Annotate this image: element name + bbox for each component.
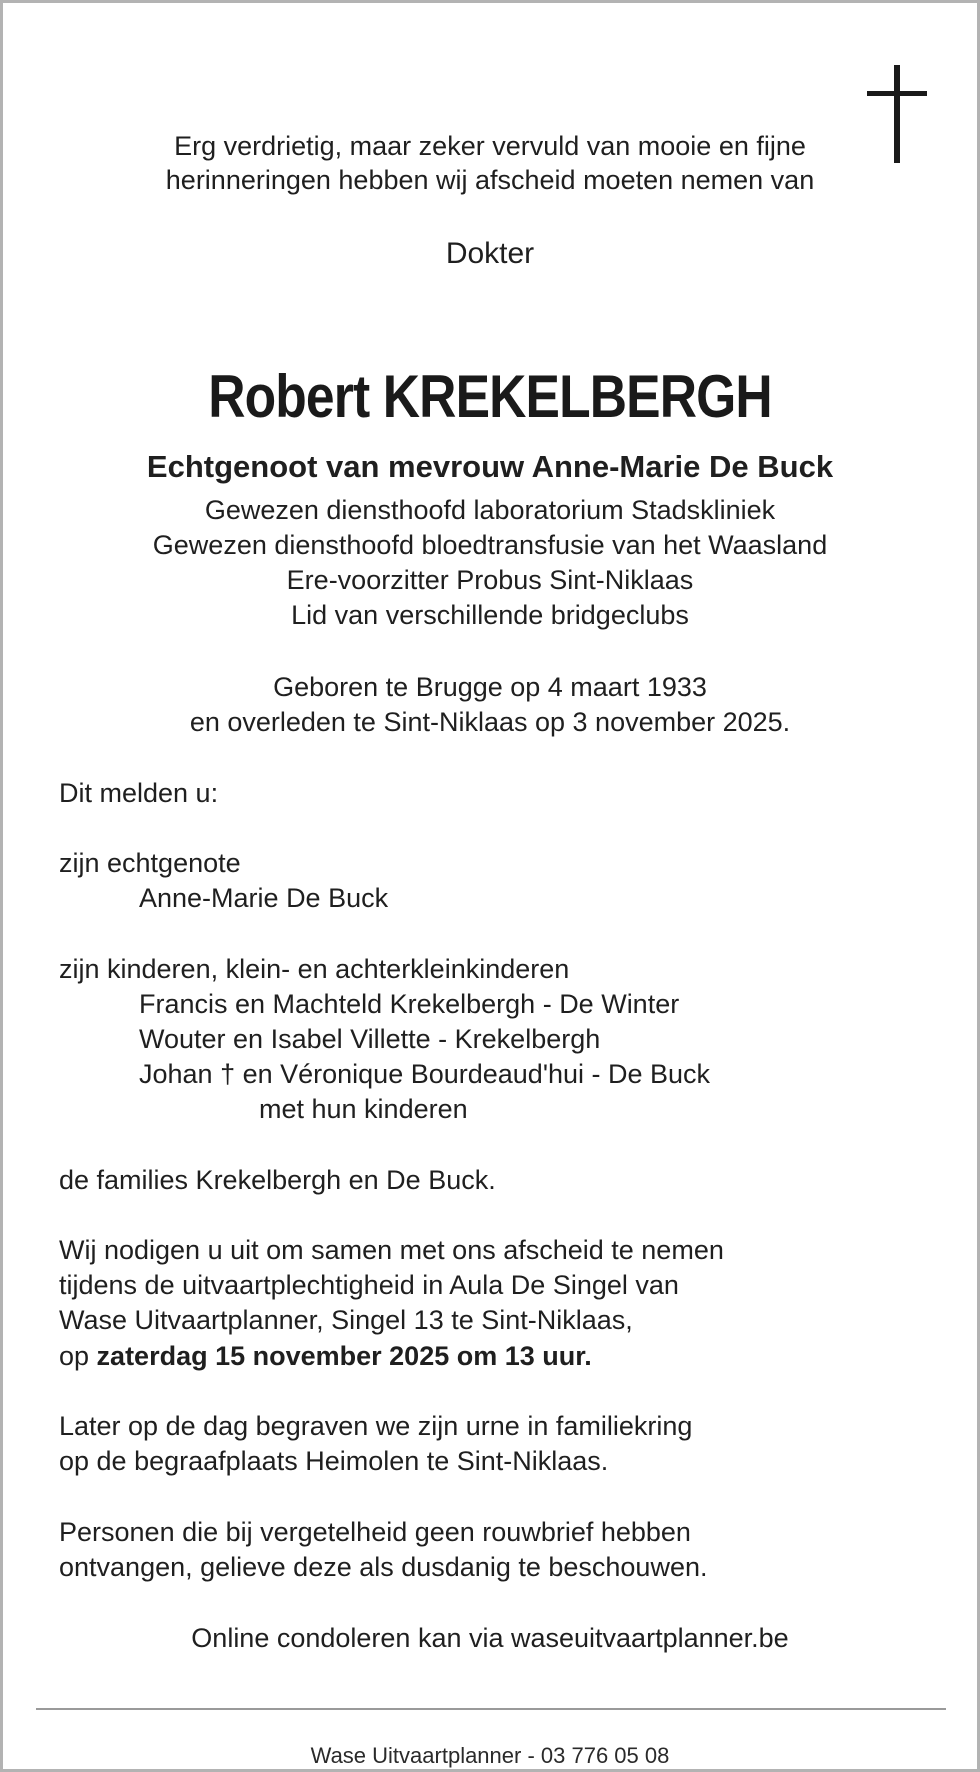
families-line: de families Krekelbergh en De Buck. bbox=[59, 1165, 496, 1195]
intro-line-2: herinneringen hebben wij afscheid moeten nemen van bbox=[165, 165, 815, 195]
family-line-2: Wouter en Isabel Villette - Krekelbergh bbox=[139, 1024, 601, 1054]
deceased-name: Robert KREKELBERGH bbox=[208, 363, 772, 430]
children-heading: zijn kinderen, klein- en achterkleinkinderen bbox=[59, 954, 570, 984]
spouse-name: Anne-Marie De Buck bbox=[139, 883, 389, 913]
spouse-heading: zijn echtgenote bbox=[59, 848, 241, 878]
invitation-line-3: Wase Uitvaartplanner, Singel 13 te Sint-Niklaas, bbox=[59, 1305, 633, 1335]
death-line: en overleden te Sint-Niklaas op 3 november 2025. bbox=[189, 707, 791, 737]
intro-line-1: Erg verdrietig, maar zeker vervuld van mooie en fijne bbox=[174, 131, 806, 161]
invitation-date-prefix: op bbox=[59, 1341, 97, 1371]
invitation-line-1: Wij nodigen u uit om samen met ons afscheid te nemen bbox=[59, 1235, 724, 1265]
burial-line-1: Later op de dag begraven we zijn urne in familiekring bbox=[59, 1411, 693, 1441]
role-line-2: Gewezen diensthoofd bloedtransfusie van het Waasland bbox=[152, 530, 828, 560]
notice-line-1: Personen die bij vergetelheid geen rouwbrief hebben bbox=[59, 1517, 691, 1547]
role-line-4: Lid van verschillende bridgeclubs bbox=[291, 600, 689, 630]
notice-line-2: ontvangen, gelieve deze als dusdanig te beschouwen. bbox=[59, 1552, 708, 1582]
announce-line: Dit melden u: bbox=[59, 778, 219, 808]
role-line-1: Gewezen diensthoofd laboratorium Stadskliniek bbox=[204, 495, 776, 525]
family-line-1: Francis en Machteld Krekelbergh - De Winter bbox=[139, 989, 680, 1019]
family-line-3: Johan † en Véronique Bourdeaud'hui - De Buck bbox=[139, 1059, 711, 1089]
footer-divider bbox=[36, 1708, 946, 1710]
role-line-3: Ere-voorzitter Probus Sint-Niklaas bbox=[286, 565, 694, 595]
invitation-date-line bbox=[59, 1339, 592, 1374]
family-note: met hun kinderen bbox=[259, 1094, 468, 1124]
burial-line-2: op de begraafplaats Heimolen te Sint-Niklaas. bbox=[59, 1446, 609, 1476]
honorific: Dokter bbox=[445, 237, 535, 270]
condolence-line: Online condoleren kan via waseuitvaartplanner.be bbox=[191, 1623, 789, 1653]
birth-line: Geboren te Brugge op 4 maart 1933 bbox=[273, 672, 707, 702]
invitation-date: zaterdag 15 november 2025 om 13 uur. bbox=[96, 1341, 592, 1371]
spouse-line: Echtgenoot van mevrouw Anne-Marie De Buck bbox=[146, 449, 834, 484]
footer-contact: Wase Uitvaartplanner - 03 776 05 08 bbox=[310, 1743, 670, 1768]
invitation-line-2: tijdens de uitvaartplechtigheid in Aula De Singel van bbox=[59, 1270, 679, 1300]
